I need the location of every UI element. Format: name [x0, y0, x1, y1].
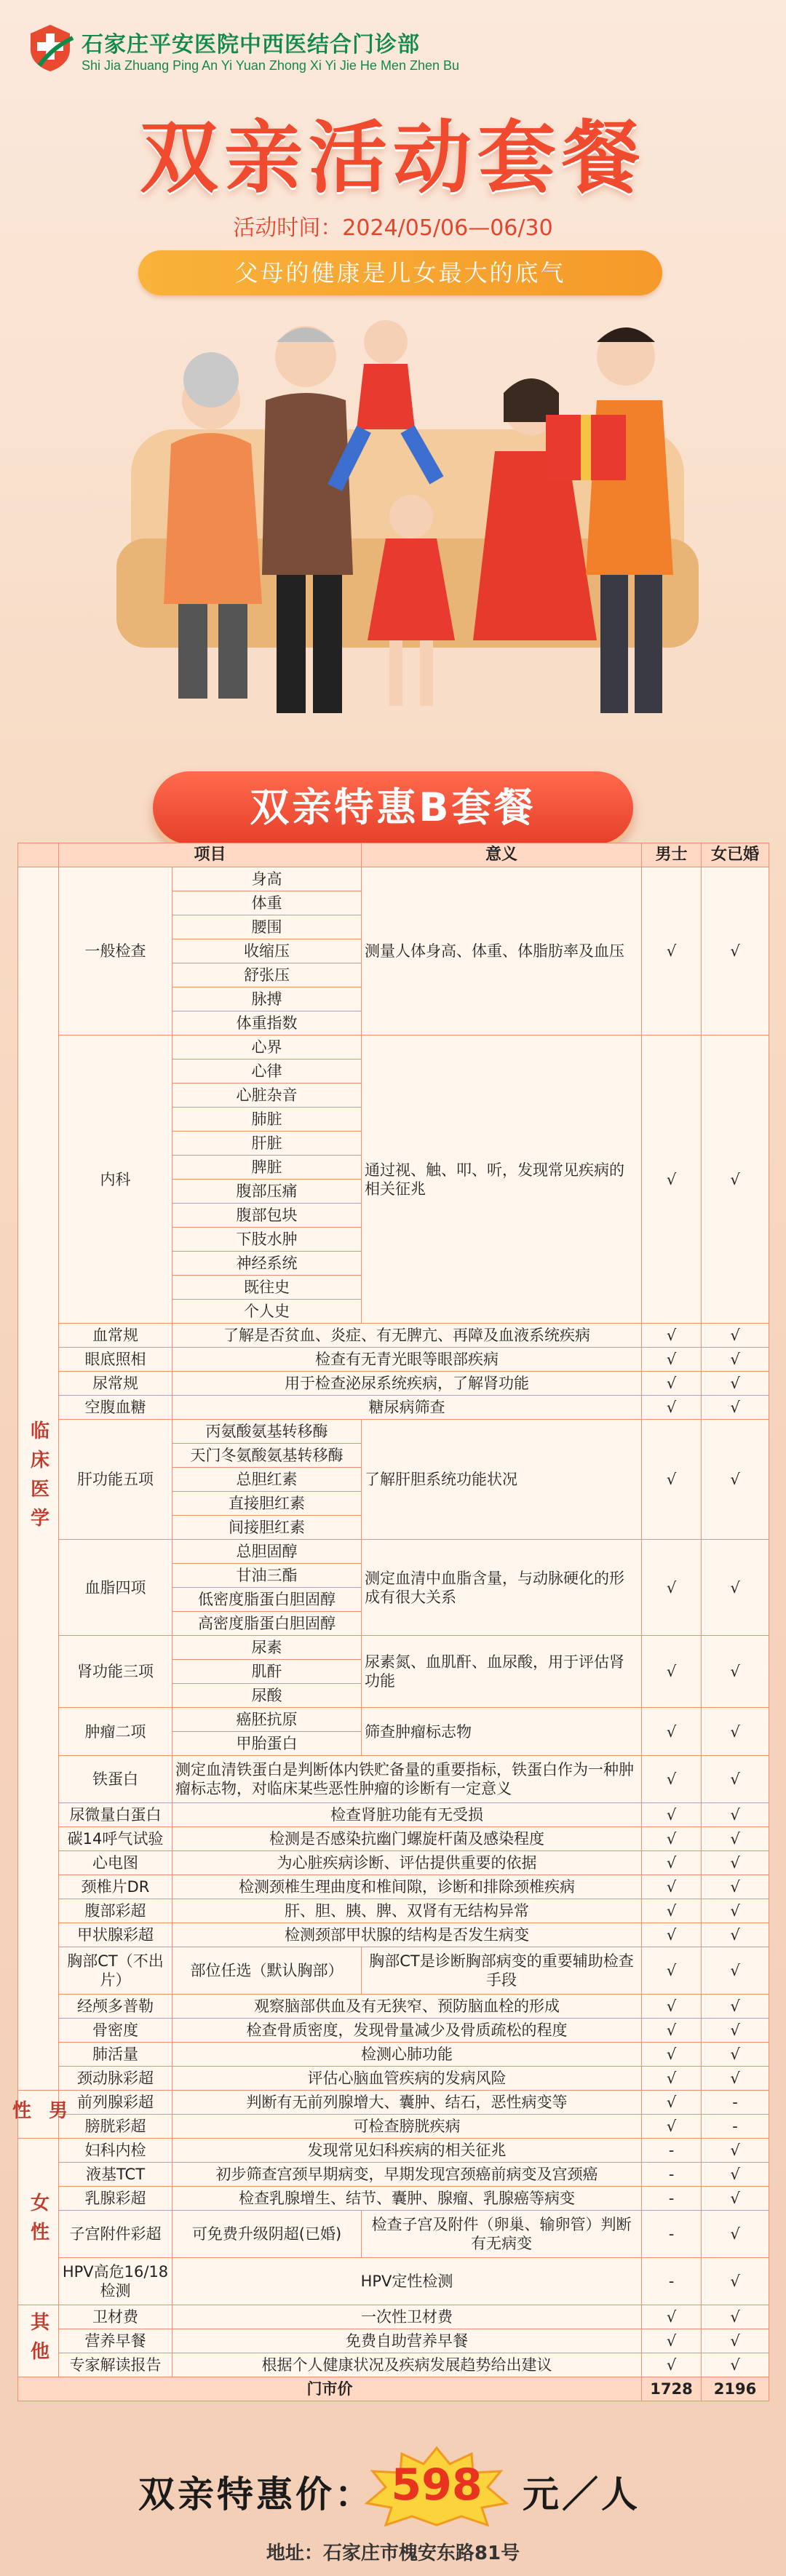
col-header-meaning: 意义: [362, 843, 642, 867]
exam-subitem: 天门冬氨酸氨基转移酶: [172, 1444, 362, 1468]
male-check: √: [642, 1035, 702, 1324]
exam-meaning: 检测颈椎生理曲度和椎间隙，诊断和排除颈椎疾病: [172, 1875, 642, 1899]
exam-name: 血常规: [59, 1324, 172, 1348]
address: 地址：石家庄市槐安东路81号: [266, 2543, 520, 2564]
exam-subitem: 低密度脂蛋白胆固醇: [172, 1588, 362, 1612]
exam-subitem: 腹部压痛: [172, 1180, 362, 1204]
exam-subitem: 脾脏: [172, 1156, 362, 1180]
exam-subitem: 丙氨酸氨基转移酶: [172, 1420, 362, 1444]
table-row: [18, 1324, 769, 1348]
category-cell: 其他: [18, 2305, 59, 2377]
exam-name: 颈椎片DR: [59, 1875, 172, 1899]
male-check: -: [642, 2211, 702, 2258]
exam-meaning: 了解是否贫血、炎症、有无脾亢、再障及血液系统疾病: [172, 1324, 642, 1348]
female-check: √: [702, 1708, 769, 1756]
male-check: √: [642, 1540, 702, 1636]
special-price-section: [0, 2446, 786, 2527]
exam-name: 乳腺彩超: [59, 2187, 172, 2211]
female-check: √: [702, 1035, 769, 1324]
exam-name: 铁蛋白: [59, 1756, 172, 1803]
table-row: [18, 1995, 769, 2019]
male-check: √: [642, 1827, 702, 1851]
exam-name: 前列腺彩超: [59, 2091, 172, 2115]
col-header-item: 项目: [59, 843, 362, 867]
male-check: √: [642, 1372, 702, 1396]
table-row: [18, 2043, 769, 2067]
exam-name: HPV高危16/18检测: [59, 2258, 172, 2305]
exam-name: 一般检查: [59, 867, 172, 1035]
exam-subitem: 间接胆红素: [172, 1516, 362, 1540]
exam-name: 卫材费: [59, 2305, 172, 2329]
exam-name: 子宫附件彩超: [59, 2211, 172, 2258]
exam-subitem: 肌酐: [172, 1660, 362, 1684]
female-check: √: [702, 2019, 769, 2043]
exam-meaning: 检查有无青光眼等眼部疾病: [172, 1348, 642, 1372]
exam-name: 内科: [59, 1035, 172, 1324]
list-price-female: 2196: [702, 2377, 769, 2401]
exam-name: 膀胱彩超: [59, 2115, 172, 2139]
table-row: [18, 2305, 769, 2329]
exam-meaning: 检查肾脏功能有无受损: [172, 1803, 642, 1827]
exam-name: 血脂四项: [59, 1540, 172, 1636]
female-check: √: [702, 2163, 769, 2187]
exam-meaning: 测定血清中血脂含量，与动脉硬化的形成有很大关系: [362, 1540, 642, 1636]
male-check: √: [642, 1875, 702, 1899]
exam-subitem: 心脏杂音: [172, 1084, 362, 1108]
exam-meaning: HPV定性检测: [172, 2258, 642, 2305]
female-check: √: [702, 1827, 769, 1851]
table-row: [18, 1396, 769, 1420]
exam-subitem: 下肢水肿: [172, 1228, 362, 1252]
exam-meaning: 免费自助营养早餐: [172, 2329, 642, 2353]
female-check: √: [702, 1803, 769, 1827]
exam-subitem: 甘油三酯: [172, 1564, 362, 1588]
table-row: [18, 1348, 769, 1372]
table-row: [18, 1636, 769, 1660]
female-check: √: [702, 2187, 769, 2211]
female-check: √: [702, 1756, 769, 1803]
female-check: √: [702, 1851, 769, 1875]
exam-meaning: 检测颈部甲状腺的结构是否发生病变: [172, 1923, 642, 1947]
exam-subitem: 身高: [172, 867, 362, 891]
exam-name: 肾功能三项: [59, 1636, 172, 1708]
exam-subitem: 直接胆红素: [172, 1492, 362, 1516]
table-row: [18, 2139, 769, 2163]
exam-subitem: 甲胎蛋白: [172, 1732, 362, 1756]
exam-meaning: 尿素氮、血肌酐、血尿酸，用于评估肾功能: [362, 1636, 642, 1708]
exam-name: 眼底照相: [59, 1348, 172, 1372]
exam-subitem: 心律: [172, 1060, 362, 1084]
exam-meaning: 胸部CT是诊断胸部病变的重要辅助检查手段: [362, 1947, 642, 1995]
exam-meaning: 筛查肿瘤标志物: [362, 1708, 642, 1756]
male-check: √: [642, 2353, 702, 2377]
exam-subitem: 肝脏: [172, 1132, 362, 1156]
exam-name: 肿瘤二项: [59, 1708, 172, 1756]
table-row: [18, 2258, 769, 2305]
exam-name: 肝功能五项: [59, 1420, 172, 1540]
female-check: √: [702, 1636, 769, 1708]
list-price-male: 1728: [642, 2377, 702, 2401]
male-check: √: [642, 2043, 702, 2067]
special-price-unit: 元／人: [523, 2473, 640, 2516]
hospital-name-pinyin: Shi Jia Zhuang Ping An Yi Yuan Zhong Xi Yi Jie He Men Zhen Bu: [82, 58, 460, 73]
female-check: √: [702, 2329, 769, 2353]
category-cell: 临床医学: [18, 867, 59, 2091]
list-price-row: [18, 2377, 769, 2401]
category-cell: 男性: [18, 2091, 59, 2139]
exam-name: 心电图: [59, 1851, 172, 1875]
exam-subitem: 总胆固醇: [172, 1540, 362, 1564]
exam-meaning: 用于检查泌尿系统疾病，了解肾功能: [172, 1372, 642, 1396]
female-check: -: [702, 2091, 769, 2115]
male-check: √: [642, 2019, 702, 2043]
female-check: √: [702, 1947, 769, 1995]
male-check: √: [642, 2305, 702, 2329]
table-row: [18, 1899, 769, 1923]
female-check: √: [702, 2258, 769, 2305]
table-row: [18, 1540, 769, 1564]
exam-name: 胸部CT（不出片）: [59, 1947, 172, 1995]
exam-subitem: 癌胚抗原: [172, 1708, 362, 1732]
male-check: √: [642, 1923, 702, 1947]
female-check: √: [702, 2305, 769, 2329]
table-row: [18, 2067, 769, 2091]
female-check: √: [702, 2211, 769, 2258]
exam-meaning: 一次性卫材费: [172, 2305, 642, 2329]
exam-subitem: 既往史: [172, 1276, 362, 1300]
exam-name: 碳14呼气试验: [59, 1827, 172, 1851]
table-row: [18, 2019, 769, 2043]
col-header-female: 女已婚: [702, 843, 769, 867]
male-check: -: [642, 2258, 702, 2305]
exam-name: 肺活量: [59, 2043, 172, 2067]
table-row: [18, 1756, 769, 1803]
table-row: [18, 1827, 769, 1851]
special-price-label: 双亲特惠价：: [138, 2473, 374, 2516]
exam-meaning: 检测心肺功能: [172, 2043, 642, 2067]
female-check: √: [702, 2353, 769, 2377]
exam-subitem: 腹部包块: [172, 1204, 362, 1228]
table-row: [18, 2211, 769, 2258]
female-check: √: [702, 1923, 769, 1947]
female-check: √: [702, 1540, 769, 1636]
female-check: √: [702, 1899, 769, 1923]
table-row: [18, 1420, 769, 1444]
table-row: [18, 1035, 769, 1060]
female-check: √: [702, 867, 769, 1035]
exam-meaning: 为心脏疾病诊断、评估提供重要的依据: [172, 1851, 642, 1875]
exam-meaning: 测定血清铁蛋白是判断体内铁贮备量的重要指标，铁蛋白作为一种肿瘤标志物，对临床某些恶性肿瘤的诊断有一定意义: [172, 1756, 642, 1803]
female-check: -: [702, 2115, 769, 2139]
event-date: 活动时间：2024/05/06—06/30: [233, 215, 553, 241]
exam-name: 骨密度: [59, 2019, 172, 2043]
female-check: √: [702, 1372, 769, 1396]
hospital-name: 石家庄平安医院中西医结合门诊部: [82, 32, 420, 57]
male-check: √: [642, 1995, 702, 2019]
male-check: -: [642, 2187, 702, 2211]
list-price-label: 门市价: [18, 2377, 642, 2401]
male-check: √: [642, 2067, 702, 2091]
table-row: [18, 2329, 769, 2353]
exam-name: 甲状腺彩超: [59, 1923, 172, 1947]
exam-meaning: 通过视、触、叩、听，发现常见疾病的相关征兆: [362, 1035, 642, 1324]
exam-name: 空腹血糖: [59, 1396, 172, 1420]
family-illustration: [44, 298, 742, 764]
male-check: √: [642, 1636, 702, 1708]
male-check: √: [642, 1947, 702, 1995]
female-check: √: [702, 1995, 769, 2019]
col-header-male: 男士: [642, 843, 702, 867]
exam-subitem: 腰围: [172, 915, 362, 939]
exam-subitem: 部位任选（默认胸部）: [172, 1947, 362, 1995]
table-row: [18, 1803, 769, 1827]
exam-meaning: 判断有无前列腺增大、囊肿、结石，恶性病变等: [172, 2091, 642, 2115]
male-check: -: [642, 2139, 702, 2163]
female-check: √: [702, 1396, 769, 1420]
exam-meaning: 检查子宫及附件（卵巢、输卵管）判断有无病变: [362, 2211, 642, 2258]
table-row: [18, 2091, 769, 2115]
exam-subitem: 收缩压: [172, 939, 362, 963]
male-check: √: [642, 1708, 702, 1756]
table-row: [18, 2187, 769, 2211]
table-row: [18, 1851, 769, 1875]
table-row: [18, 1875, 769, 1899]
exam-items-table: [9, 843, 769, 2401]
female-check: √: [702, 1324, 769, 1348]
exam-meaning: 根据个人健康状况及疾病发展趋势给出建议: [172, 2353, 642, 2377]
exam-subitem: 尿素: [172, 1636, 362, 1660]
male-check: √: [642, 1899, 702, 1923]
table-row: [18, 1947, 769, 1995]
male-check: √: [642, 1803, 702, 1827]
special-price-value: 598: [391, 2460, 483, 2511]
male-check: √: [642, 2329, 702, 2353]
male-check: √: [642, 2091, 702, 2115]
female-check: √: [702, 2139, 769, 2163]
exam-subitem: 舒张压: [172, 963, 362, 987]
exam-meaning: 评估心脑血管疾病的发病风险: [172, 2067, 642, 2091]
exam-meaning: 发现常见妇科疾病的相关征兆: [172, 2139, 642, 2163]
female-check: √: [702, 1875, 769, 1899]
table-row: [18, 2353, 769, 2377]
male-check: √: [642, 1756, 702, 1803]
exam-meaning: 检查骨质密度，发现骨量减少及骨质疏松的程度: [172, 2019, 642, 2043]
table-row: [18, 2115, 769, 2139]
exam-meaning: 肝、胆、胰、脾、双肾有无结构异常: [172, 1899, 642, 1923]
male-check: -: [642, 2163, 702, 2187]
female-check: √: [702, 2043, 769, 2067]
exam-name: 尿微量白蛋白: [59, 1803, 172, 1827]
exam-name: 经颅多普勒: [59, 1995, 172, 2019]
male-check: √: [642, 1348, 702, 1372]
table-row: [18, 1372, 769, 1396]
exam-meaning: 了解肝胆系统功能状况: [362, 1420, 642, 1540]
female-check: √: [702, 1420, 769, 1540]
female-check: √: [702, 2067, 769, 2091]
exam-subitem: 肺脏: [172, 1108, 362, 1132]
exam-subitem: 个人史: [172, 1300, 362, 1324]
female-check: √: [702, 1348, 769, 1372]
exam-subitem: 可免费升级阴超(已婚): [172, 2211, 362, 2258]
table-header-row: [18, 843, 769, 867]
package-title-banner: 双亲特惠B套餐: [153, 771, 633, 844]
exam-subitem: 尿酸: [172, 1684, 362, 1708]
exam-meaning: 测量人体身高、体重、体脂肪率及血压: [362, 867, 642, 1035]
exam-subitem: 脉搏: [172, 987, 362, 1011]
exam-meaning: 观察脑部供血及有无狭窄、预防脑血栓的形成: [172, 1995, 642, 2019]
exam-subitem: 体重: [172, 891, 362, 915]
page-title: 双亲活动套餐: [139, 113, 646, 204]
exam-subitem: 神经系统: [172, 1252, 362, 1276]
table-row: [18, 2163, 769, 2187]
table-row: [18, 867, 769, 891]
exam-name: 颈动脉彩超: [59, 2067, 172, 2091]
exam-subitem: 总胆红素: [172, 1468, 362, 1492]
hospital-logo: [25, 22, 76, 73]
exam-meaning: 检测是否感染抗幽门螺旋杆菌及感染程度: [172, 1827, 642, 1851]
exam-name: 腹部彩超: [59, 1899, 172, 1923]
male-check: √: [642, 1420, 702, 1540]
exam-name: 妇科内检: [59, 2139, 172, 2163]
exam-subitem: 高密度脂蛋白胆固醇: [172, 1612, 362, 1636]
exam-name: 尿常规: [59, 1372, 172, 1396]
exam-subitem: 心界: [172, 1035, 362, 1060]
table-row: [18, 1708, 769, 1732]
slogan-banner: 父母的健康是儿女最大的底气: [138, 250, 662, 295]
exam-meaning: 初步筛查宫颈早期病变，早期发现宫颈癌前病变及宫颈癌: [172, 2163, 642, 2187]
category-cell: 女性: [18, 2139, 59, 2305]
exam-meaning: 糖尿病筛查: [172, 1396, 642, 1420]
exam-subitem: 体重指数: [172, 1011, 362, 1035]
exam-meaning: 可检查膀胱疾病: [172, 2115, 642, 2139]
male-check: √: [642, 867, 702, 1035]
exam-name: 专家解读报告: [59, 2353, 172, 2377]
table-row: [18, 1923, 769, 1947]
male-check: √: [642, 2115, 702, 2139]
exam-name: 液基TCT: [59, 2163, 172, 2187]
male-check: √: [642, 1851, 702, 1875]
exam-meaning: 检查乳腺增生、结节、囊肿、腺瘤、乳腺癌等病变: [172, 2187, 642, 2211]
male-check: √: [642, 1324, 702, 1348]
exam-name: 营养早餐: [59, 2329, 172, 2353]
male-check: √: [642, 1396, 702, 1420]
